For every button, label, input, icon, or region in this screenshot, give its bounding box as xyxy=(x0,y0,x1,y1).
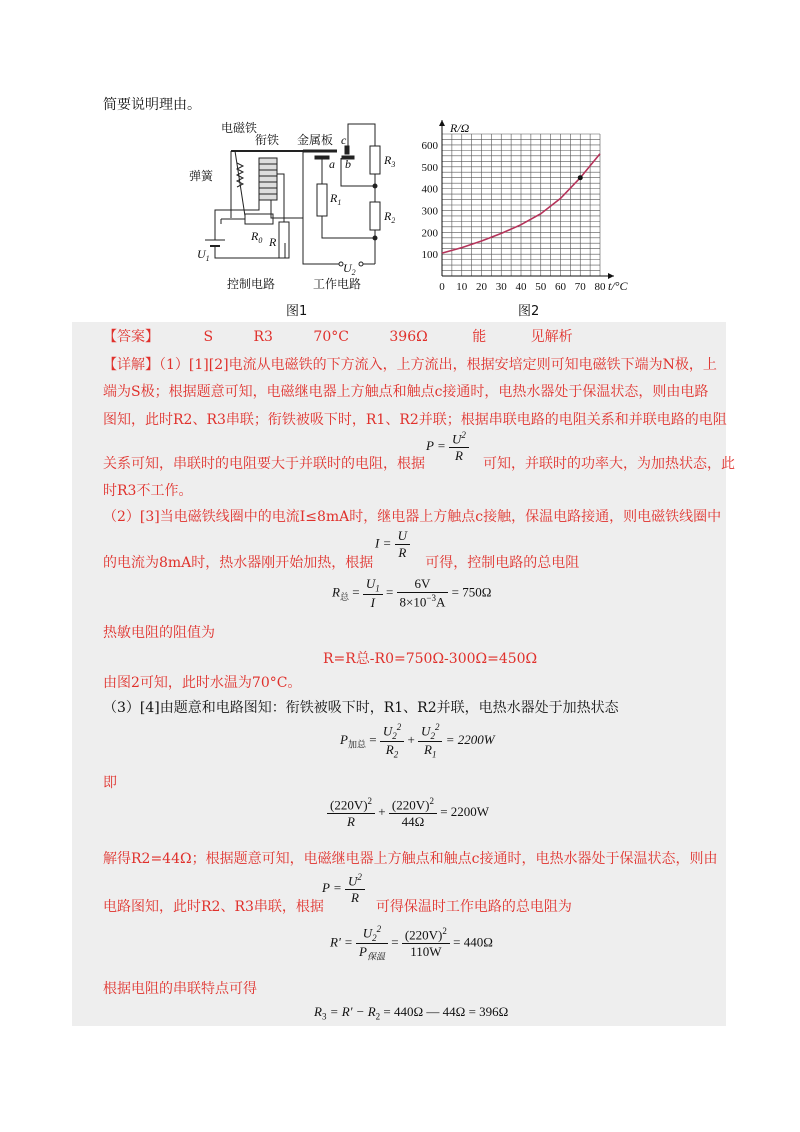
label-electromagnet: 电磁铁 xyxy=(221,121,258,135)
figure2-caption: 图2 xyxy=(518,304,540,319)
eq-power-2: P = $\frac{U^2}{R}$ xyxy=(322,872,365,906)
label-spring: 弹簧 xyxy=(189,169,214,183)
label-control-circuit: 控制电路 xyxy=(227,277,276,291)
resistor-r xyxy=(279,222,289,258)
label-b: b xyxy=(345,157,351,171)
detail-p2-l2: 的电流为8mA时，热水器刚开始加热，根据 可得，控制电路的总电阻 xyxy=(103,555,580,571)
y-tick-label: 300 xyxy=(421,205,438,218)
intro-text: 简要说明理由。 xyxy=(103,97,201,113)
y-tick-label: 200 xyxy=(421,227,438,240)
label-metal-plate: 金属板 xyxy=(297,133,334,147)
eq-numeric: $\frac{(220V)^2}{R}$ + $\frac{(220V)^2}{44\Omega}$ = 2200W xyxy=(327,796,489,830)
detail-p2-l5: 由图2可知，此时水温为70°C。 xyxy=(103,675,302,691)
detail-p3-l4: 电路图知，此时R2、R3串联，根据 可得保温时工作电路的总电阻为 xyxy=(103,899,572,915)
marked-point xyxy=(578,175,583,180)
x-tick-label: 50 xyxy=(535,281,547,293)
x-tick-label: 10 xyxy=(456,281,468,293)
detail-p1-l4: 关系可知，串联时的电阻要大于并联时的电阻，根据 可知，并联时的功率大，为加热状态，此 xyxy=(103,456,735,472)
detail-p1-l2: 端为S极；根据题意可知，电磁继电器上方触点和触点c接通时，电热水器处于保温状态，则由电路 xyxy=(103,384,709,400)
detail-p3-l1: （3）[4]由题意和电路图知：衔铁被吸下时，R1、R2并联，电热水器处于加热状态 xyxy=(103,700,619,716)
resistor-r1 xyxy=(317,184,327,216)
answer-item: 能 xyxy=(472,329,487,345)
eq-current: I = $\frac{U}{R}$ xyxy=(375,528,410,561)
detail-p3-l3: 解得R2=44Ω；根据题意可知，电磁继电器上方触点和触点c接通时，电热水器处于保温状态，则由 xyxy=(103,851,718,867)
answer-item: R3 xyxy=(253,329,273,345)
answer-item: 70°C xyxy=(313,329,349,345)
eq-heating-power: $P_{加总}$ = $\frac{U_2^2}{R_2}$ + $\frac{U_2^2}{R_1}$ = 2200W xyxy=(340,722,495,760)
detail-p1-l3: 图知，此时R2、R3串联；衔铁被吸下时，R1、R2并联；根据串联电路的电阻关系和并联电路的电阻 xyxy=(103,412,727,428)
x-tick-label: 80 xyxy=(594,281,606,293)
y-axis-label: R/Ω xyxy=(450,121,470,135)
x-axis-label: t/°C xyxy=(608,279,628,293)
eq-power: P = $\frac{U^2}{R}$ xyxy=(426,430,469,464)
resistor-r2 xyxy=(370,202,380,230)
label-u1: $U_1$ xyxy=(197,247,210,263)
detail-p3-l2: 即 xyxy=(103,775,117,791)
label-r2: $R_2$ xyxy=(384,209,395,225)
eq-r-prime: R' = $\frac{U_2^2}{P_{保温}}$ = $\frac{(220V)^2}{110W}$ = 440Ω xyxy=(330,924,493,962)
x-tick-label: 30 xyxy=(495,281,507,293)
y-tick-label: 600 xyxy=(421,139,438,152)
answer-line xyxy=(103,326,573,346)
x-tick-label: 40 xyxy=(515,281,527,293)
detail-p1-l5: 时R3不工作。 xyxy=(103,483,193,499)
resistor-r0 xyxy=(245,214,273,224)
detail-p3-l5: 根据电阻的串联特点可得 xyxy=(103,981,257,997)
x-tick-label: 20 xyxy=(476,281,487,293)
y-tick-label: 400 xyxy=(421,183,438,196)
answer-item: S xyxy=(203,329,214,345)
label-c: c xyxy=(341,133,347,147)
y-tick-label: 500 xyxy=(421,161,438,174)
label-work-circuit: 工作电路 xyxy=(313,277,362,291)
detail-p1-l1: 【详解】（1）[1][2]电流从电磁铁的下方流入，上方流出，根据安培定则可知电磁铁下端为N极，上 xyxy=(103,357,717,373)
label-r1: $R_1$ xyxy=(330,191,342,207)
resistor-r3 xyxy=(370,146,380,174)
circuit-diagram xyxy=(185,118,395,318)
detail-p2-l3: 热敏电阻的阻值为 xyxy=(103,625,215,641)
label-r3: $R_3$ xyxy=(384,153,395,169)
eq-total-resistance: $R_总$ = $\frac{U_1}{I}$ = $\frac{6V}{8\times 10^{-3}A}$ = 750Ω xyxy=(332,576,492,610)
x-tick-label: 70 xyxy=(574,281,586,293)
answer-item: 396Ω xyxy=(389,329,428,345)
label-a: a xyxy=(329,157,335,171)
y-tick-label: 100 xyxy=(421,249,438,262)
detail-p2-l1: （2）[3]当电磁铁线圈中的电流I≤8mA时，继电器上方触点c接触，保温电路接通，则电磁铁线圈中 xyxy=(103,509,722,525)
x-tick-label: 0 xyxy=(439,281,445,293)
label-armature: 衔铁 xyxy=(255,133,280,147)
figure1-caption: 图1 xyxy=(286,304,308,319)
answer-item: 见解析 xyxy=(530,329,573,345)
detail-p2-l4: R=R总-R0=750Ω-300Ω=450Ω xyxy=(323,651,538,667)
label-u2: $U_2$ xyxy=(343,261,356,277)
label-r0: $R_0$ xyxy=(251,229,263,245)
label-r: R xyxy=(269,235,277,249)
answer-label: 【答案】 xyxy=(103,329,159,345)
resistance-temperature-chart xyxy=(410,118,640,298)
y-axis-arrow xyxy=(439,120,445,126)
x-tick-label: 60 xyxy=(555,281,566,293)
eq-r3: $R_3 = R' - R_2 = 440\Omega$ — 44Ω = 396Ω xyxy=(314,1004,509,1022)
